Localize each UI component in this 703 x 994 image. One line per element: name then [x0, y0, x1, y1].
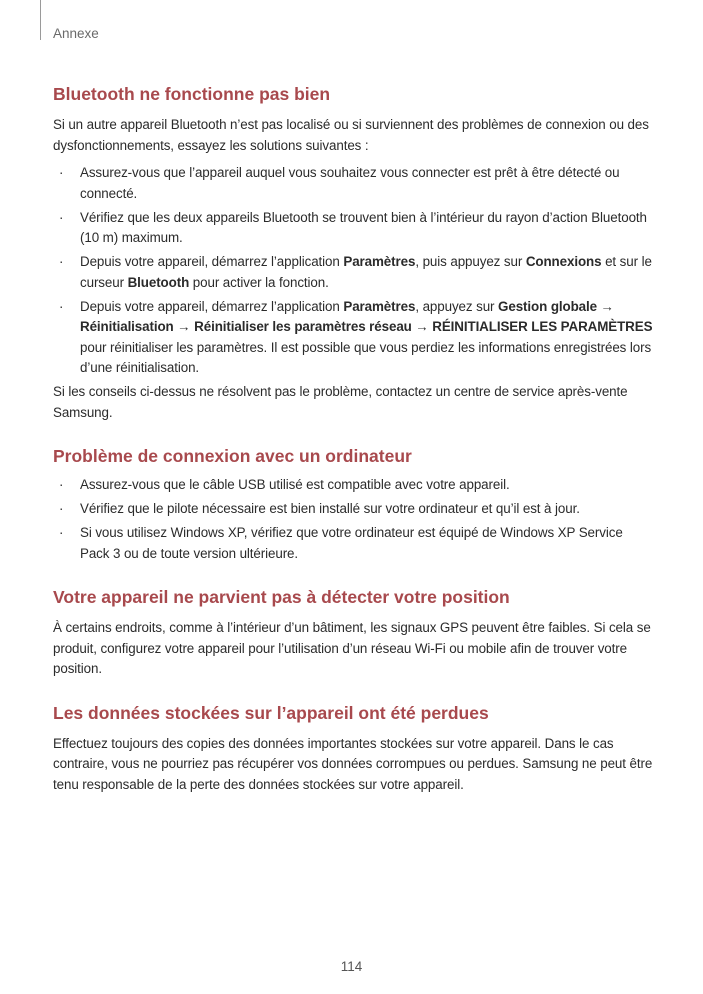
section-location: [53, 585, 653, 680]
list-item-text: et sur le curseur: [80, 254, 652, 290]
list-item-text: Vérifiez que les deux appareils Bluetooth se trouvent bien à l’intérieur du rayon d’action Bluetooth (10 m) maximum.: [80, 209, 647, 245]
list-item: [53, 208, 653, 249]
menu-path-text: Bluetooth: [127, 274, 190, 290]
section-bluetooth: [53, 82, 653, 423]
section-intro: Si un autre appareil Bluetooth n’est pas localisé ou si surviennent des problèmes de connexion ou des dysfonctionnements, essayez les solutions suivantes :: [53, 117, 649, 153]
section-title: Les données stockées sur l’appareil ont été perdues: [53, 702, 489, 723]
section-body: À certains endroits, comme à l’intérieur d’un bâtiment, les signaux GPS peuvent être faibles. Si cela se produit, configurez votre appareil pour l’utilisation d’un réseau Wi-Fi ou mobile afin de trouver votre position.: [53, 620, 651, 676]
section-data-lost: [53, 701, 653, 796]
list-item: [53, 475, 653, 496]
list-item-text: , puis appuyez sur: [415, 254, 526, 269]
bullet-icon: ·: [59, 501, 64, 516]
page-content: [53, 82, 653, 816]
corner-rule: [40, 0, 41, 40]
list-item: [53, 523, 653, 564]
bullet-icon: ·: [59, 525, 64, 540]
list-item-text: Assurez-vous que l’appareil auquel vous souhaitez vous connecter est prêt à être détecté ou connecté.: [80, 165, 620, 201]
section-title: Votre appareil ne parvient pas à détecter votre position: [53, 587, 510, 607]
list-item-text: Depuis votre appareil, démarrez l’application: [80, 254, 344, 269]
section-footnote: Si les conseils ci-dessus ne résolvent pas le problème, contactez un centre de service après-vente Samsung.: [53, 384, 628, 420]
bullet-icon: ·: [59, 209, 64, 225]
list-item-text: Depuis votre appareil, démarrez l’application: [80, 298, 344, 314]
bullet-icon: ·: [59, 477, 64, 492]
section-computer-connection: [53, 444, 653, 564]
list-item: [53, 252, 653, 293]
list-item: [53, 297, 653, 379]
menu-path-text: Paramètres: [343, 298, 416, 314]
section-title: Problème de connexion avec un ordinateur: [53, 446, 412, 466]
menu-path-text: Gestion globale → Réinitialisation → Réinitialiser les paramètres réseau → RÉINITIALISER LES PARAMÈTRES: [80, 298, 653, 334]
list-item-text: pour réinitialiser les paramètres. Il est possible que vous perdiez les informations enregistrées lors d’une réinitialisation.: [80, 339, 652, 375]
list-item-text: Assurez-vous que le câble USB utilisé est compatible avec votre appareil.: [80, 477, 510, 492]
section-title: Bluetooth ne fonctionne pas bien: [53, 84, 331, 104]
list-item-text: , appuyez sur: [415, 298, 499, 314]
section-header: Annexe: [53, 26, 99, 41]
page-number: 114: [340, 959, 363, 974]
list-item: [53, 499, 653, 520]
list-item-text: Vérifiez que le pilote nécessaire est bien installé sur votre ordinateur et qu’il est à jour.: [80, 501, 580, 516]
list-item-text: Si vous utilisez Windows XP, vérifiez que votre ordinateur est équipé de Windows XP Service Pack 3 ou de toute version ultérieure.: [80, 525, 623, 561]
bullet-list: [53, 475, 653, 564]
menu-path-text: Paramètres: [343, 254, 416, 269]
menu-path-text: Connexions: [525, 254, 602, 269]
section-body: Effectuez toujours des copies des données importantes stockées sur votre appareil. Dans le cas contraire, vous ne pourriez pas récupérer vos données corrompues ou perdues. Samsung ne peut être tenu responsable de la perte des données stockées sur votre appareil.: [53, 735, 653, 792]
list-item: [53, 163, 653, 204]
bullet-icon: ·: [59, 254, 64, 269]
bullet-icon: ·: [59, 298, 64, 314]
bullet-icon: ·: [59, 165, 64, 180]
bullet-list: [53, 163, 653, 379]
list-item-text: pour activer la fonction.: [189, 274, 329, 290]
